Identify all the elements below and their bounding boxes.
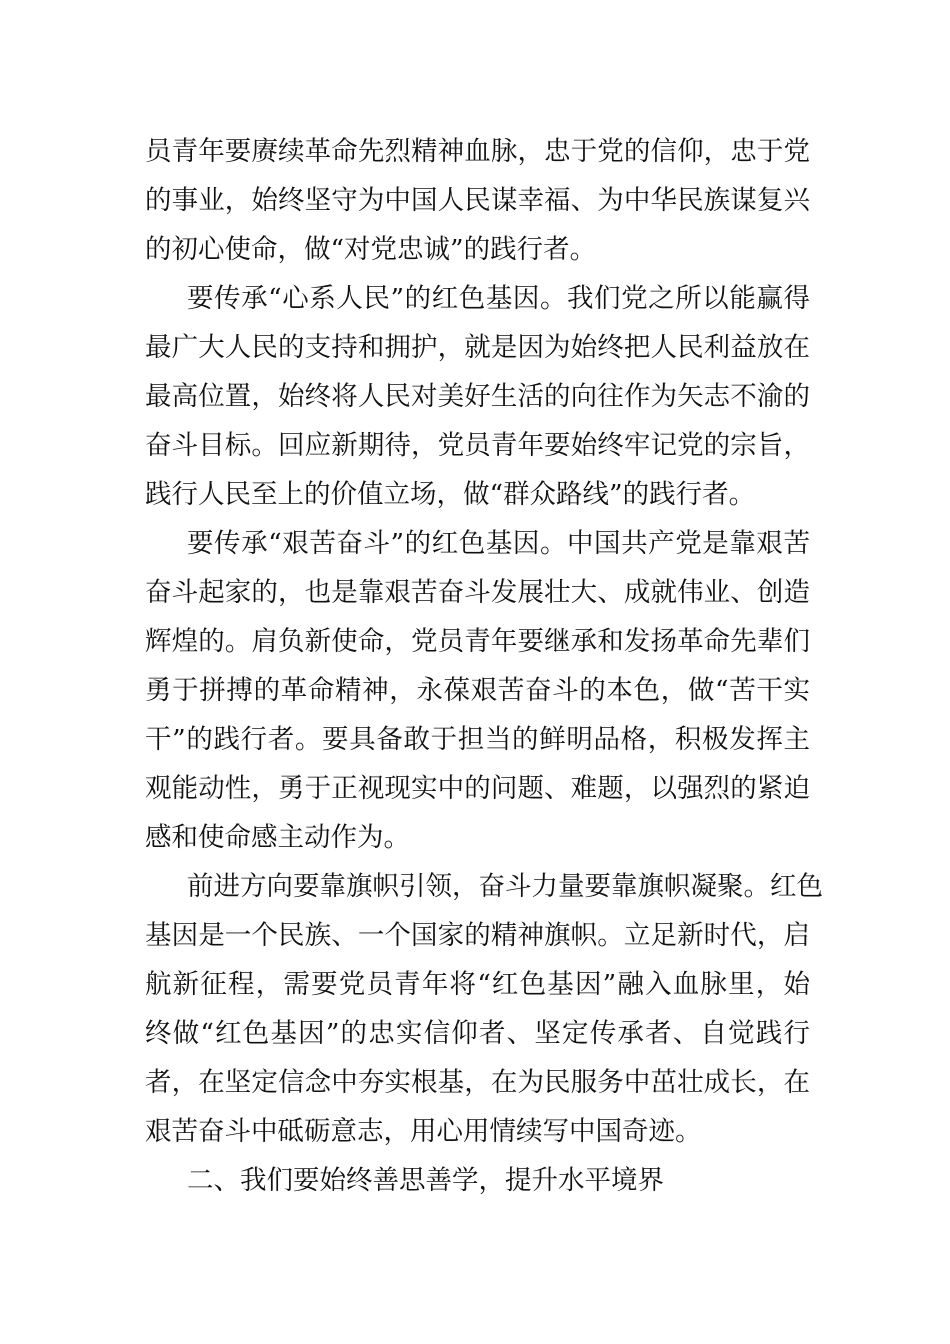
text-line: 者，在坚定信念中夯实根基，在为民服务中茁壮成长，在 — [145, 1067, 810, 1098]
text-line: 干”的践行者。要具备敢于担当的鲜明品格，积极发挥主 — [145, 724, 810, 755]
text-line: 基因是一个民族、一个国家的精神旗帜。立足新时代，启 — [145, 920, 810, 951]
text-line: 艰苦奋斗中砥砺意志，用心用情续写中国奇迹。 — [145, 1116, 702, 1147]
text-line: 践行人民至上的价值立场，做“群众路线”的践行者。 — [145, 479, 756, 510]
section-heading — [145, 1156, 810, 1205]
paragraph — [145, 519, 810, 862]
text-line: 奋斗起家的，也是靠艰苦奋斗发展壮大、成就伟业、创造 — [145, 577, 810, 608]
text-line: 辉煌的。肩负新使命，党员青年要继承和发扬革命先辈们 — [145, 626, 810, 657]
text-line: 最高位置，始终将人民对美好生活的向往作为矢志不渝的 — [145, 381, 810, 412]
text-line: 前进方向要靠旗帜引领，奋斗力量要靠旗帜凝聚。红色 — [187, 871, 823, 902]
paragraph — [145, 127, 810, 274]
paragraph — [145, 274, 810, 519]
text-line: 最广大人民的支持和拥护，就是因为始终把人民利益放在 — [145, 332, 810, 363]
text-line: 的事业，始终坚守为中国人民谋幸福、为中华民族谋复兴 — [145, 185, 810, 216]
text-line: 的初心使命，做“对党忠诚”的践行者。 — [145, 234, 597, 265]
paragraph — [145, 862, 823, 1156]
text-line: 观能动性，勇于正视现实中的问题、难题，以强烈的紧迫 — [145, 773, 810, 804]
text-line: 航新征程，需要党员青年将“红色基因”融入血脉里，始 — [145, 969, 810, 1000]
text-line: 勇于拼搏的革命精神，永葆艰苦奋斗的本色，做“苦干实 — [145, 675, 810, 706]
text-line: 终做“红色基因”的忠实信仰者、坚定传承者、自觉践行 — [145, 1018, 810, 1049]
text-line: 要传承“艰苦奋斗”的红色基因。中国共产党是靠艰苦 — [187, 528, 810, 559]
text-line: 要传承“心系人民”的红色基因。我们党之所以能赢得 — [187, 283, 810, 314]
text-line: 员青年要赓续革命先烈精神血脉，忠于党的信仰，忠于党 — [145, 136, 810, 167]
section-heading-text: 二、我们要始终善思善学，提升水平境界 — [187, 1165, 664, 1196]
document-body — [145, 127, 823, 1205]
text-line: 奋斗目标。回应新期待，党员青年要始终牢记党的宗旨， — [145, 430, 810, 461]
text-line: 感和使命感主动作为。 — [145, 822, 410, 853]
